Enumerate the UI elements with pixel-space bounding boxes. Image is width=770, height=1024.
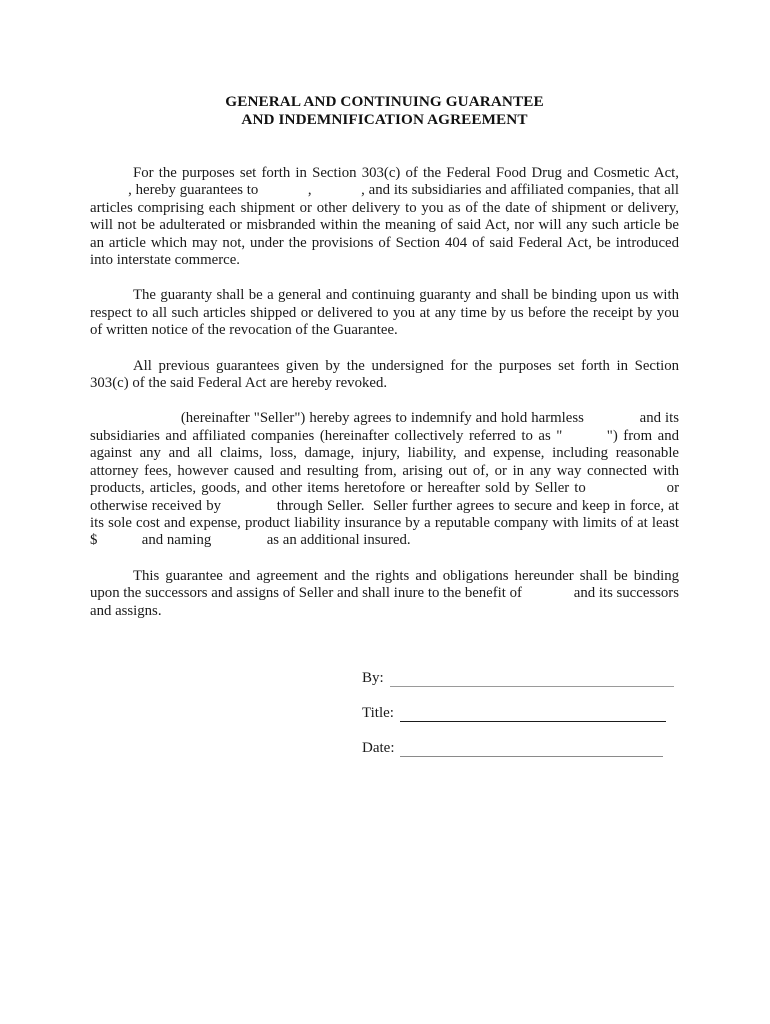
signature-row-date xyxy=(362,740,679,757)
title-label: Title: xyxy=(362,704,394,721)
signature-row-title xyxy=(362,705,679,722)
signature-row-by xyxy=(362,670,679,687)
paragraph-previous-guarantees: All previous guarantees given by the undersigned for the purposes set forth in Section 303(c) of the said Federal Act are hereby revoked. xyxy=(90,357,679,392)
paragraph-indemnification: (hereinafter "Seller") hereby agrees to indemnify and hold harmless and its subsidiaries and affiliated companies (hereinafter collectively referred to as " ") from and against any and all claims, loss, damage, injury, liability, and expense, including reasonable attorney fees, however caused and resulting from, arising out of, or in any way connected with products, articles, goods, and other items heretofore or hereafter sold by Seller to or otherwise received by through Seller. Seller further agrees to secure and keep in force, at its sole cost and expense, product liability insurance by a reputable company with limits of at least $ and naming as an additional insured. xyxy=(90,410,679,549)
paragraph-purposes: For the purposes set forth in Section 303(c) of the Federal Food Drug and Cosmetic Act, , hereby guarantees to , , and its subsidiaries and affiliated companies, that all articles comprising each shipment or other delivery to you as of the date of shipment or delivery, will not be adulterated or misbranded within the meaning of said Act, nor will any such article be an article which may not, under the provisions of Section 404 of said Federal Act, be introduced into interstate commerce. xyxy=(90,165,679,269)
signature-block xyxy=(362,670,679,757)
paragraph-guaranty-binding: The guaranty shall be a general and continuing guaranty and shall be binding upon us with respect to all such articles shipped or delivered to you at any time by us before the receipt by you of written notice of the revocation of the Guarantee. xyxy=(90,287,679,339)
by-signature-line[interactable] xyxy=(390,674,674,687)
title-line-1: GENERAL AND CONTINUING GUARANTEE xyxy=(225,93,544,110)
date-signature-line[interactable] xyxy=(400,744,663,757)
date-label: Date: xyxy=(362,739,395,756)
title-line-2: AND INDEMNIFICATION AGREEMENT xyxy=(241,110,528,128)
by-label: By: xyxy=(362,669,384,686)
document-title xyxy=(90,93,679,128)
paragraph-successors: This guarantee and agreement and the rights and obligations hereunder shall be binding upon the successors and assigns of Seller and shall inure to the benefit of and its successors and assigns. xyxy=(90,567,679,619)
title-signature-line[interactable] xyxy=(400,709,666,722)
document-content xyxy=(90,0,679,775)
